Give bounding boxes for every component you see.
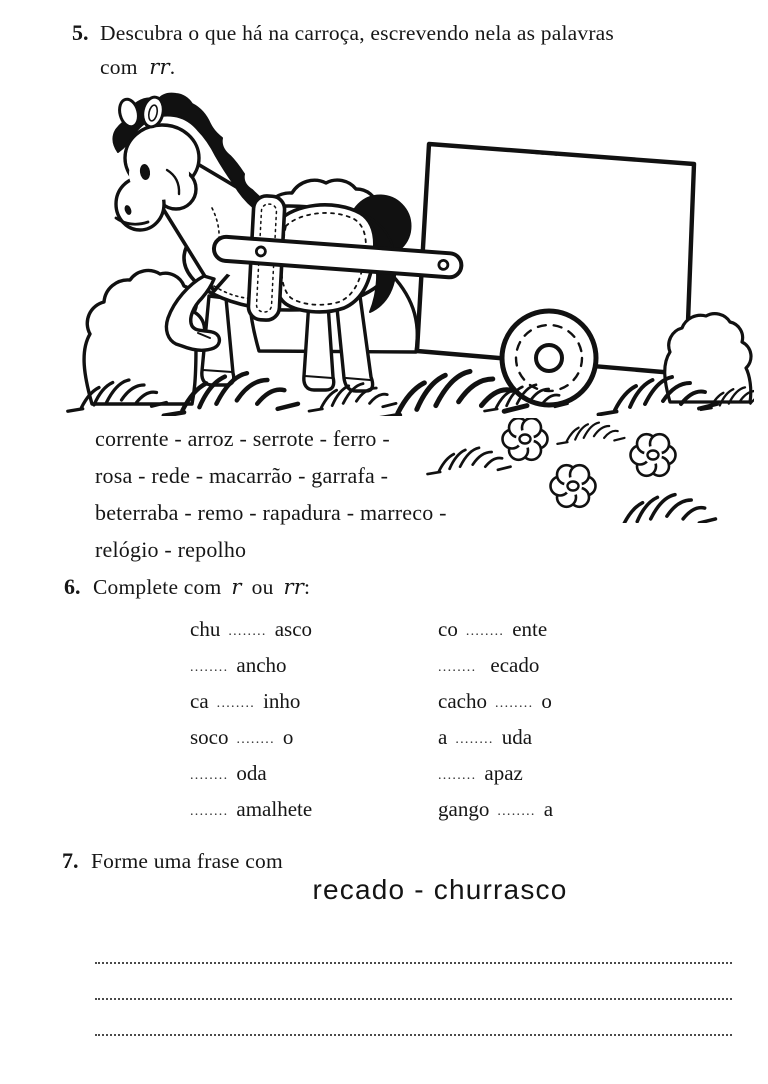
row-after: a: [543, 797, 554, 821]
word-list-line: rosa - rede - macarrão - garrafa -: [95, 463, 389, 488]
fill-blank-row: [438, 653, 553, 689]
row-after: o: [541, 689, 552, 713]
exercise6-left-column: [190, 617, 312, 833]
answer-line: [95, 1020, 732, 1036]
fill-blank-row: [190, 797, 312, 833]
blank-dots: ........: [465, 624, 505, 639]
word-list-line: beterraba - remo - rapadura - marreco -: [95, 500, 447, 525]
row-after: ecado: [490, 653, 540, 677]
grass-tuft-icon: [557, 423, 624, 444]
flowers-grass-decoration: [425, 418, 725, 523]
fill-blank-row: [190, 617, 312, 653]
fill-blank-row: [438, 725, 553, 761]
row-before: cacho: [438, 689, 487, 713]
word-list-line: relógio - repolho: [95, 537, 247, 562]
grass-tuft-icon: [609, 495, 716, 523]
blank-dots: ........: [190, 804, 229, 819]
blank-dots: ........: [190, 768, 229, 783]
fill-blank-row: [438, 797, 553, 833]
blank-dots: ........: [236, 732, 275, 747]
row-after: uda: [501, 725, 533, 749]
flower-icon: [551, 465, 596, 507]
word-list-line: corrente - arroz - serrote - ferro -: [95, 426, 390, 451]
row-after: amalhete: [236, 797, 313, 821]
exercise6-number: 6.: [64, 574, 81, 599]
blank-dots: ........: [190, 660, 229, 675]
row-after: oda: [236, 761, 267, 785]
blank-dots: ........: [216, 696, 256, 711]
letter-rr-glyph: rr: [283, 575, 305, 599]
row-before: co: [438, 617, 458, 641]
row-before: ca: [190, 689, 209, 713]
exercise5-instruction-line1: Descubra o que há na carroça, escrevendo nela as palavras: [100, 21, 614, 45]
row-after: o: [282, 725, 294, 749]
exercise7-number: 7.: [62, 848, 79, 873]
exercise6-instruction-middle: ou: [251, 575, 274, 599]
exercise5-number: 5.: [72, 20, 89, 45]
blank-dots: ........: [455, 732, 494, 747]
fill-blank-row: [190, 725, 312, 761]
blank-dots: ........: [228, 624, 267, 639]
exercise7-instruction: Forme uma frase com: [91, 849, 283, 873]
blank-dots: ........: [494, 696, 534, 711]
row-after: apaz: [484, 761, 523, 785]
fill-blank-row: [190, 761, 312, 797]
fill-blank-row: [438, 689, 553, 725]
exercise5-instruction-line2: [100, 55, 175, 80]
exercise6-instruction: [93, 575, 310, 600]
exercise5-line2-prefix: com: [100, 55, 138, 79]
horse-cart-illustration: [64, 86, 754, 416]
row-before: soco: [190, 725, 229, 749]
word-pair: recado - churrasco: [312, 874, 568, 905]
fill-blank-row: [438, 761, 553, 797]
fill-blank-row: [190, 689, 312, 725]
row-after: inho: [263, 689, 301, 713]
row-before: gango: [438, 797, 490, 821]
flower-icon: [503, 418, 548, 460]
blank-dots: ........: [497, 804, 536, 819]
exercise5-line2-period: .: [169, 55, 176, 79]
digraph-rr-glyph: rr: [149, 55, 170, 79]
row-after: ancho: [236, 653, 287, 677]
answer-line: [95, 984, 732, 1000]
blank-dots: ........: [438, 768, 477, 783]
answer-line: [95, 948, 732, 964]
row-after: asco: [274, 617, 313, 641]
blank-dots: ........: [438, 660, 477, 675]
exercise6-right-column: [438, 617, 553, 833]
letter-r-glyph: r: [231, 575, 242, 599]
flower-icon: [631, 434, 676, 476]
row-before: chu: [190, 617, 221, 641]
exercise6-instruction-colon: :: [304, 575, 311, 599]
grass-tuft-icon: [428, 448, 511, 474]
row-after: ente: [512, 617, 548, 641]
fill-blank-row: [190, 653, 312, 689]
row-before: a: [438, 725, 448, 749]
exercise6-instruction-prefix: Complete com: [93, 575, 222, 599]
fill-blank-row: [438, 617, 553, 653]
